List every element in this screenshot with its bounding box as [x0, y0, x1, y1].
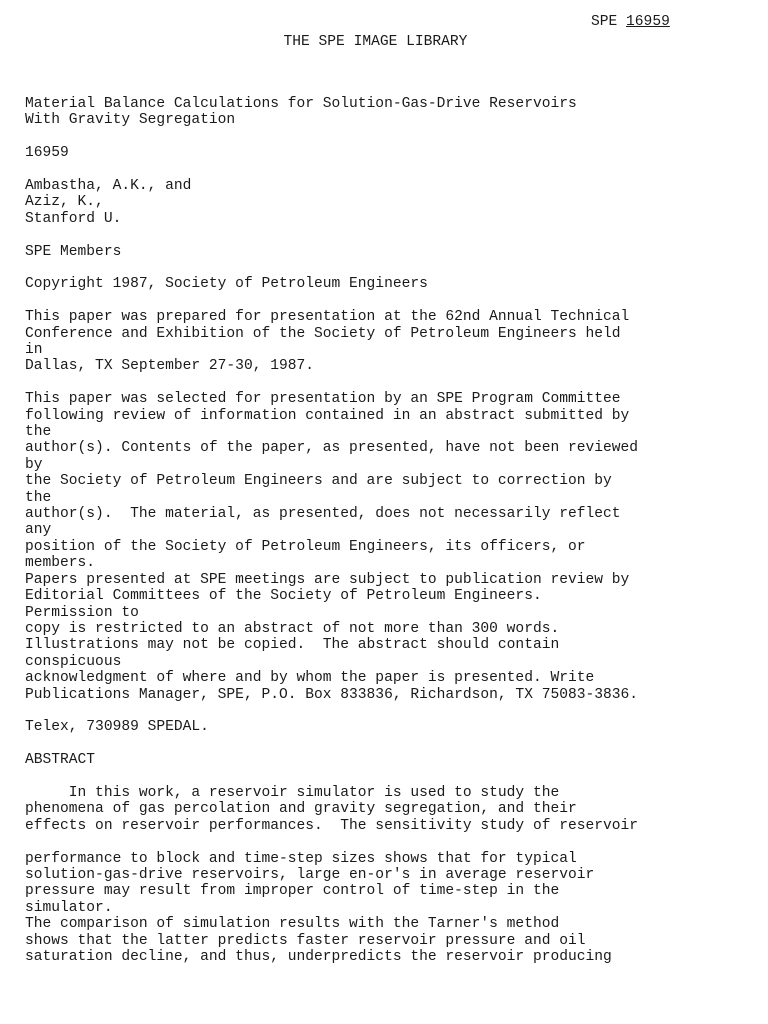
selection-note: This paper was selected for presentation by an SPE Program Committee following review of information contained in an abstract submitted by the author(s). Contents of the paper, as presented, have not been reviewed by the Society of Petroleum Engineers and are subject to correction by the author(s). The material, as presented, does not necessarily reflect any position of the Society of Petroleum Engineers, its officers, or members. Papers presented at SPE meetings are subject to publication review by Editorial Committees of the Society of Petroleum Engineers. Permission to copy is restricted to an abstract of not more than 300 words. Illustrations may not be copied. The abstract should contain conspicuous acknowledgment of where and by whom the paper is presented. Write Publications Manager, SPE, P.O. Box 833836, Richardson, TX 75083-3836. — [25, 391, 639, 703]
paper-title: Material Balance Calculations for Solution-Gas-Drive Reservoirs With Gravity Segregation — [25, 96, 577, 129]
spe-prefix: SPE — [591, 14, 618, 30]
abstract-paragraph-1: In this work, a reservoir simulator is used to study the phenomena of gas percolation and gravity segregation, and their effects on reservoir performances. The sensitivity study of reservoir — [25, 784, 639, 834]
paper-body — [25, 96, 755, 965]
paper-authors: Ambastha, A.K., and Aziz, K., Stanford U. — [25, 178, 192, 227]
abstract-paragraph-2: performance to block and time-step sizes shows that for typical solution-gas-drive reservoirs, large en-or's in average reservoir pressure may result from improper control of time-step in the simulator. — [25, 850, 595, 916]
telex: Telex, 730989 SPEDAL. — [25, 719, 209, 736]
spe-label — [591, 12, 670, 32]
abstract-paragraph-3: The comparison of simulation results with the Tarner's method shows that the latter predicts faster reservoir pressure and oil saturation decline, and thus, underpredicts the reservoir producing — [25, 916, 612, 965]
presentation-note: This paper was prepared for presentation at the 62nd Annual Technical Conference and Exhibition of the Society of Petroleum Engineers held in Dallas, TX September 27-30, 1987. — [25, 309, 630, 375]
page-header — [266, 12, 670, 72]
abstract-heading: ABSTRACT — [25, 752, 96, 769]
membership: SPE Members — [25, 243, 122, 260]
copyright: Copyright 1987, Society of Petroleum Engineers — [25, 276, 428, 293]
paper-number: 16959 — [25, 145, 69, 162]
library-name: THE SPE IMAGE LIBRARY — [283, 34, 468, 50]
spe-number: 16959 — [626, 14, 670, 30]
